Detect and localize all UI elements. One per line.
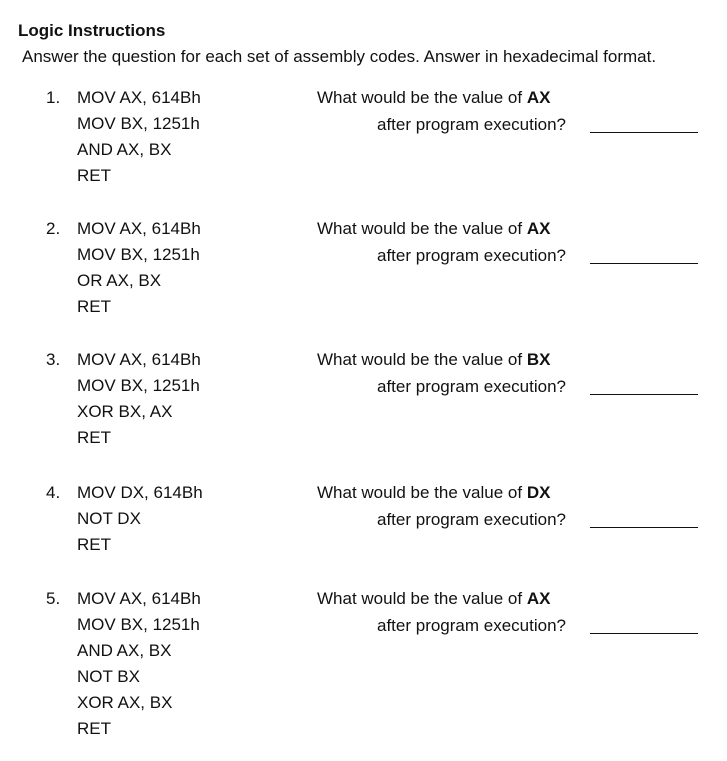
- prompt-suffix: after program execution?: [377, 616, 566, 635]
- question-prompt: [317, 588, 550, 610]
- code-line: AND AX, BX: [77, 140, 172, 159]
- code-line: AND AX, BX: [77, 641, 172, 660]
- code-line: RET: [77, 166, 111, 185]
- code-line: MOV AX, 614Bh: [77, 350, 201, 369]
- question-prompt: [317, 87, 550, 109]
- register-name: AX: [526, 589, 551, 608]
- code-line: RET: [77, 428, 111, 447]
- prompt-suffix: after program execution?: [377, 115, 566, 134]
- prompt-prefix: What would be the value of: [317, 483, 523, 502]
- code-line: XOR BX, AX: [77, 402, 173, 421]
- prompt-suffix: after program execution?: [377, 246, 566, 265]
- question-number: 5.: [46, 589, 61, 608]
- question-number: 2.: [46, 219, 61, 238]
- code-line: RET: [77, 535, 111, 554]
- question-number: 3.: [46, 350, 61, 369]
- prompt-prefix: What would be the value of: [317, 219, 523, 238]
- prompt-prefix: What would be the value of: [317, 88, 523, 107]
- page-title: Logic Instructions: [18, 21, 166, 40]
- prompt-suffix: after program execution?: [377, 377, 566, 396]
- register-name: AX: [526, 219, 551, 238]
- register-name: BX: [526, 350, 551, 369]
- code-line: OR AX, BX: [77, 271, 162, 290]
- answer-blank[interactable]: [590, 263, 698, 264]
- code-line: MOV BX, 1251h: [77, 245, 200, 264]
- code-line: MOV BX, 1251h: [77, 615, 200, 634]
- question-number: 4.: [46, 483, 61, 502]
- answer-blank[interactable]: [590, 394, 698, 395]
- code-line: NOT BX: [77, 667, 140, 686]
- register-name: DX: [526, 483, 551, 502]
- question-prompt: [317, 349, 550, 371]
- answer-blank[interactable]: [590, 132, 698, 133]
- code-line: NOT DX: [77, 509, 141, 528]
- code-line: MOV AX, 614Bh: [77, 219, 201, 238]
- code-line: MOV AX, 614Bh: [77, 88, 201, 107]
- prompt-suffix: after program execution?: [377, 510, 566, 529]
- code-line: RET: [77, 719, 111, 738]
- instructions-text: Answer the question for each set of assembly codes. Answer in hexadecimal format.: [22, 47, 657, 66]
- code-line: MOV BX, 1251h: [77, 114, 200, 133]
- answer-blank[interactable]: [590, 633, 698, 634]
- code-line: RET: [77, 297, 111, 316]
- code-line: XOR AX, BX: [77, 693, 173, 712]
- question-prompt: [317, 482, 550, 504]
- question-number: 1.: [46, 88, 61, 107]
- question-prompt: [317, 218, 550, 240]
- register-name: AX: [526, 88, 551, 107]
- prompt-prefix: What would be the value of: [317, 350, 523, 369]
- code-line: MOV BX, 1251h: [77, 376, 200, 395]
- code-line: MOV DX, 614Bh: [77, 483, 203, 502]
- prompt-prefix: What would be the value of: [317, 589, 523, 608]
- code-line: MOV AX, 614Bh: [77, 589, 201, 608]
- answer-blank[interactable]: [590, 527, 698, 528]
